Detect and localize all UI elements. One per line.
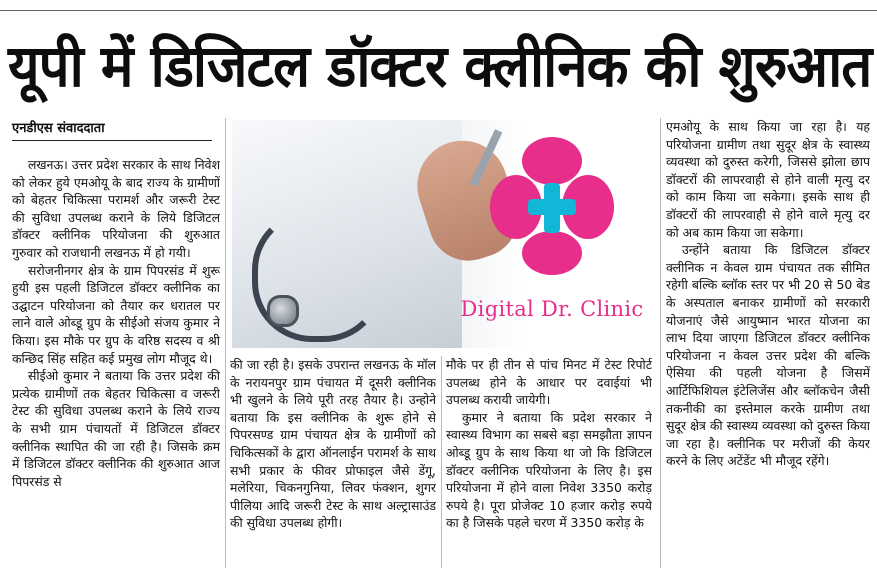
digital-dr-clinic-logo [452, 125, 652, 345]
column-divider [225, 118, 226, 568]
logo-petal-bottom [522, 231, 582, 275]
byline: एनडीएस संवाददाता [12, 118, 212, 141]
top-rule [0, 10, 877, 11]
paragraph: सरोजनीनगर क्षेत्र के ग्राम पिपरसंड में शुरू हुयी इस पहली डिजिटल डॉक्टर क्लीनिक का उद्घाटन परियोजना को तैयार कर धरातल पर लाने वाले ओब्डू ग्रुप के सीईओ संजय कुमार ने किया। इस मौके पर ग्रुप के वरिष्ठ सदस्य व श्री कन्छिद सिंह सहित कई प्रमुख लोग मौजूद थे। [12, 262, 220, 366]
column-divider [441, 356, 442, 568]
clinic-logo-icon [452, 125, 652, 295]
stethoscope-bell-icon [267, 295, 299, 327]
article-column-4 [666, 118, 870, 568]
paragraph: मौके पर ही तीन से पांच मिनट में टेस्ट रिपोर्ट उपलब्ध होने के आधार पर दवाईयां भी उपलब्ध करायी जायेगी। [446, 357, 652, 408]
paragraph: एमओयू के साथ किया जा रहा है। यह परियोजना ग्रामीण तथा सुदूर क्षेत्र के स्वास्थ्य व्यवस्था को दुरुस्त करेगी, जिससे झोला छाप डॉक्टरों की लापरवाही से होने वाली मृत्यु दर को काम किया जा सकेगा। इसके साथ ही डॉक्टरों की लापरवाही से होने वाले मृत्यु दर को अब काम किया जा सकेगा। [666, 119, 870, 240]
headline: यूपी में डिजिटल डॉक्टर क्लीनिक की शुरुआत [8, 32, 872, 100]
paragraph: की जा रही है। इसके उपरान्त लखनऊ के मॉल के नरायनपुर ग्राम पंचायत में दूसरी क्लीनिक भी खुलने के लिये पूरी तरह तैयार है। उन्होने बताया कि इस क्लीनिक के शुरू होने से पिपरसण्ड ग्राम पंचायत क्षेत्र के ग्रामीणों को चिकित्सकों के द्वारा ऑनलाईन परामर्श के साथ सभी प्रकार के फीवर प्रोफाइल जैसे डेंगू, मलेरिया, चिकनगुनिया, लिवर फंक्शन, शुगर पीलिया आदि जरूरी टेस्ट के साथ अल्ट्रासाउंड की सुविधा उपलब्ध होगी। [230, 357, 436, 531]
article-column-1 [12, 156, 220, 568]
article-column-3 [446, 356, 652, 568]
paragraph: लखनऊ। उत्तर प्रदेश सरकार के साथ निवेश को लेकर हुये एमओयू के बाद राज्य के ग्रामीणों को बेहतर चिकित्सा परामर्श और जरूरी टेस्ट की सुविधा उपलब्ध कराने के लिये डिजिटल डॉक्टर क्लीनिक परियोजना की शुरुआत गुरुवार को राजधानी लखनऊ में हो गयी। [12, 157, 220, 260]
logo-petal-top [522, 137, 582, 185]
brand-name: Digital Dr. Clinic [460, 297, 644, 321]
paragraph: उन्होंने बताया कि डिजिटल डॉक्टर क्लीनिक न केवल ग्राम पंचायत तक सीमित रहेगी बल्कि ब्लॉक स्तर पर भी 20 से 50 बेड के अस्पताल बनाकर ग्रामीणों को सरकारी योजनाएं जैसे आयुष्मान भारत योजना का लाभ दिया जाएगा डिजिटल डॉक्टर क्लीनिक परियोजना न केवल उत्तर प्रदेश की बल्कि ऐसिया की पहली योजना है जिसमें आर्टिफिशियल इंटेलिजेंस और ब्लॉकचेन जैसी तकनीकी का इस्तेमाल करके ग्रामीण तथा सुदूर क्षेत्र की स्वास्थ्य व्यवस्था को दुरुस्त किया जा रहा है। क्लीनिक पर मरीजों की केयर करने के लिए अटेंडेंट भी मौजूद रहेंगे। [666, 242, 870, 469]
paragraph: सीईओ कुमार ने बताया कि उत्तर प्रदेश की प्रत्येक ग्रामीणों तक बेहतर चिकित्सा व जरूरी टेस्ट की सुविधा उपलब्ध कराने के लिये राज्य के सभी ग्राम पंचायतों में डिजिटल डॉक्टर क्लीनिक स्थापित की जा रही है। जिसके क्रम में डिजिटल डॉक्टर क्लीनिक की शुरुआत आज पिपरसंड से [12, 368, 220, 489]
paragraph: कुमार ने बताया कि प्रदेश सरकार ने स्वास्थ्य विभाग का सबसे बड़ा समझौता ज्ञापन ओब्डू ग्रुप के साथ किया था जो कि डिजिटल डॉक्टर क्लीनिक परियोजना के लिए है। इस परियोजना में होने वाला निवेश 3350 करोड़ रुपये है। पूरा प्रोजेक्ट 10 हजार करोड़ रुपये का है जिसके पहले चरण में 3350 करोड़ के [446, 409, 652, 531]
article-column-2 [230, 356, 436, 568]
logo-cross-horizontal [528, 199, 576, 215]
column-divider [660, 118, 661, 568]
clipped-previous-article [0, 0, 877, 12]
